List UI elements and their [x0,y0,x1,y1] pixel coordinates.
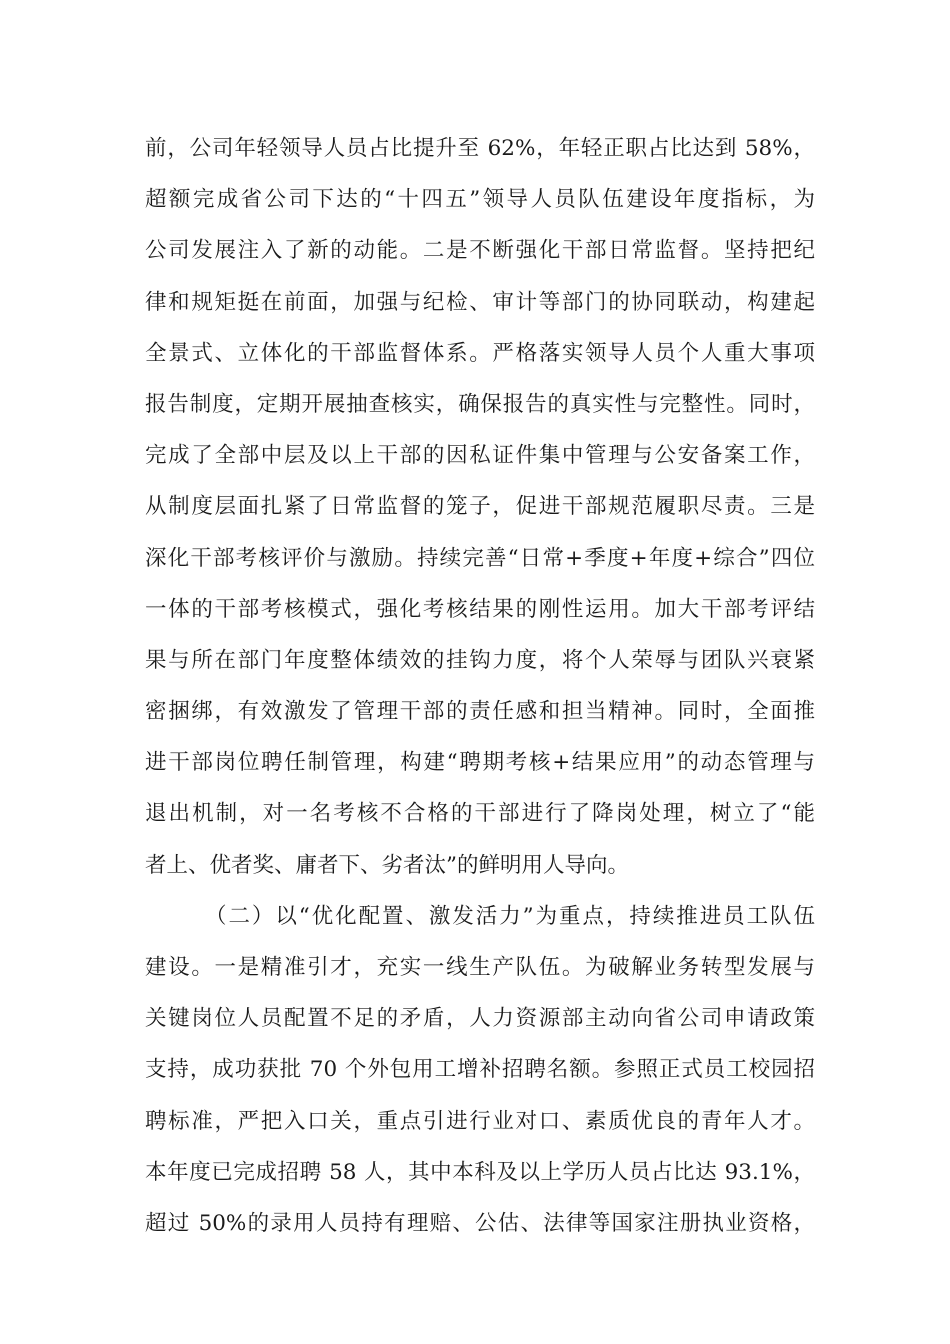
text-line: 报告制度，定期开展抽查核实，确保报告的真实性与完整性。同时， [145,391,815,417]
text-line: 退出机制，对一名考核不合格的干部进行了降岗处理，树立了“能 [145,801,815,827]
text-line: 果与所在部门年度整体绩效的挂钩力度，将个人荣辱与团队兴衰紧 [145,647,815,673]
text-line: 一体的干部考核模式，强化考核结果的刚性运用。加大干部考评结 [145,596,815,622]
text-line: 全景式、立体化的干部监督体系。严格落实领导人员个人重大事项 [145,340,815,366]
paragraph-end-line: 者上、优者奖、庸者下、劣者汰”的鲜明用人导向。 [145,852,629,878]
text-line: 前，公司年轻领导人员占比提升至 62%，年轻正职占比达到 58%， [145,136,815,161]
text-line: 聘标准，严把入口关，重点引进行业对口、素质优良的青年人才。 [145,1108,815,1134]
text-line: 支持，成功获批 70 个外包用工增补招聘名额。参照正式员工校园招 [145,1057,815,1083]
text-line: 公司发展注入了新的动能。二是不断强化干部日常监督。坚持把纪 [145,238,815,264]
text-line: 超额完成省公司下达的“十四五”领导人员队伍建设年度指标，为 [145,187,815,213]
text-line: 完成了全部中层及以上干部的因私证件集中管理与公安备案工作， [145,443,815,469]
text-line: 超过 50%的录用人员持有理赔、公估、法律等国家注册执业资格， [145,1210,815,1236]
text-line: 密捆绑，有效激发了管理干部的责任感和担当精神。同时，全面推 [145,699,815,725]
section-heading-line: （二）以“优化配置、激发活力”为重点，持续推进员工队伍 [205,903,815,929]
document-body [145,123,815,1249]
text-line: 从制度层面扎紧了日常监督的笼子，促进干部规范履职尽责。三是 [145,494,815,520]
text-line: 进干部岗位聘任制管理，构建“聘期考核+结果应用”的动态管理与 [145,750,815,776]
text-line: 深化干部考核评价与激励。持续完善“日常+季度+年度+综合”四位 [145,545,815,571]
text-line: 律和规矩挺在前面，加强与纪检、审计等部门的协同联动，构建起 [145,289,815,315]
text-line: 建设。一是精准引才，充实一线生产队伍。为破解业务转型发展与 [145,955,815,980]
text-line: 关键岗位人员配置不足的矛盾，人力资源部主动向省公司申请政策 [145,1006,815,1032]
text-line: 本年度已完成招聘 58 人，其中本科及以上学历人员占比达 93.1%， [145,1159,815,1185]
